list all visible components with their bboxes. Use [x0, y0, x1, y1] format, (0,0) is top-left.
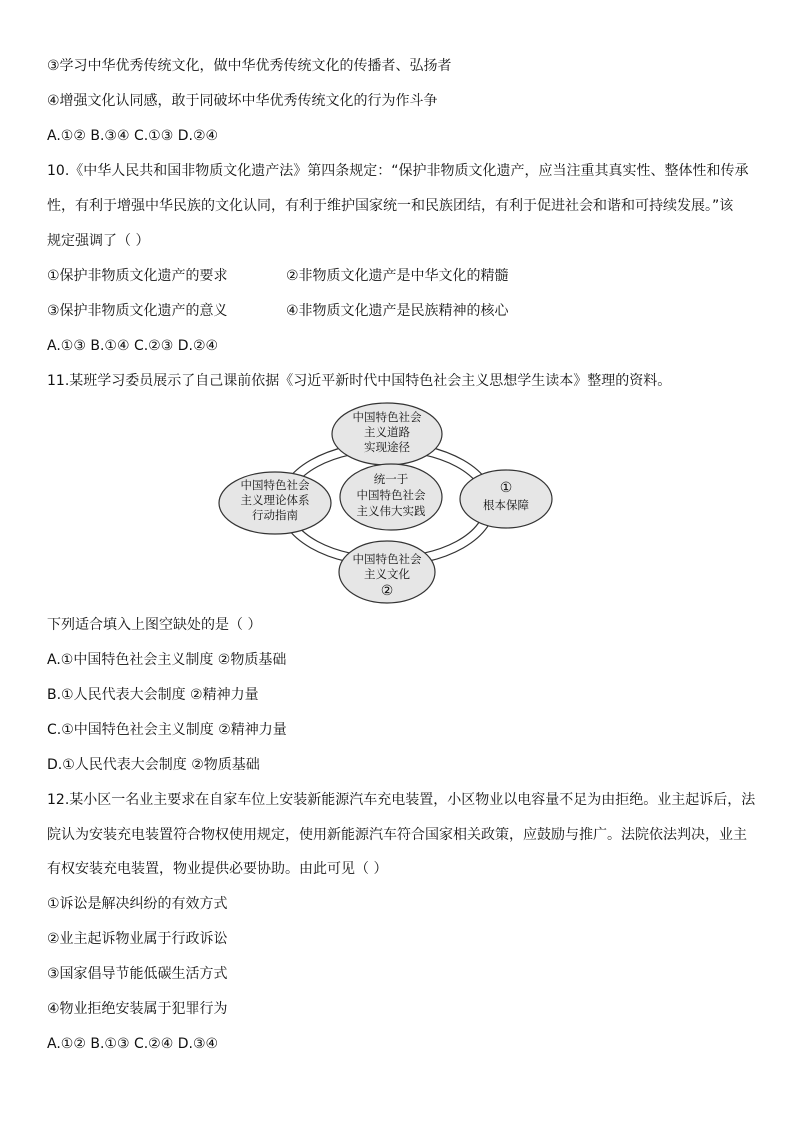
q9-option-3: ③学习中华优秀传统文化，做中华优秀传统文化的传播者、弘扬者	[47, 58, 452, 74]
svg-text:中国特色社会: 中国特色社会	[352, 410, 422, 424]
svg-text:主义道路: 主义道路	[364, 425, 410, 439]
q11-diagram	[215, 400, 555, 605]
q9-option-4: ④增强文化认同感，敢于同破坏中华优秀传统文化的行为作斗争	[47, 93, 438, 109]
svg-text:中国特色社会: 中国特色社会	[240, 478, 310, 492]
q10-stem-line-1: 10.《中华人民共和国非物质文化遗产法》第四条规定：“保护非物质文化遗产，应当注重其真实性、整体性和传承	[47, 163, 749, 179]
diagram-node-left	[219, 472, 331, 534]
diagram-node-bottom	[339, 541, 435, 603]
q12-stem-line-2: 院认为安装充电装置符合物权使用规定，使用新能源汽车符合国家相关政策，应鼓励与推广。法院依法判决，业主	[47, 827, 747, 843]
svg-text:主义伟大实践: 主义伟大实践	[356, 504, 426, 518]
q12-stem-line-1: 12.某小区一名业主要求在自家车位上安装新能源汽车充电装置，小区物业以电容量不足为由拒绝。业主起诉后，法	[47, 792, 756, 808]
q11-stem: 11.某班学习委员展示了自己课前依据《习近平新时代中国特色社会主义思想学生读本》整理的资料。	[47, 373, 672, 389]
q10-option-1: ①保护非物质文化遗产的要求	[47, 268, 228, 284]
q11-option-d: D.①人民代表大会制度 ②物质基础	[47, 757, 260, 773]
svg-text:主义文化: 主义文化	[364, 567, 410, 581]
q11-option-a: A.①中国特色社会主义制度 ②物质基础	[47, 652, 287, 668]
q11-question: 下列适合填入上图空缺处的是（ ）	[47, 617, 262, 633]
q9-answer-choices: A.①② B.③④ C.①③ D.②④	[47, 128, 219, 144]
diagram-node-right	[460, 470, 552, 528]
diagram-node-center	[340, 464, 442, 530]
q10-option-3: ③保护非物质文化遗产的意义	[47, 303, 228, 319]
q11-option-c: C.①中国特色社会主义制度 ②精神力量	[47, 722, 287, 738]
q10-stem-line-3: 规定强调了（ ）	[47, 233, 150, 249]
svg-text:根本保障: 根本保障	[483, 498, 529, 512]
q10-stem-line-2: 性，有利于增强中华民族的文化认同，有利于维护国家统一和民族团结，有利于促进社会和谐和可持续发展。”该	[47, 198, 734, 214]
svg-text:中国特色社会: 中国特色社会	[356, 488, 426, 502]
q12-option-4: ④物业拒绝安装属于犯罪行为	[47, 1001, 228, 1017]
q10-option-2: ②非物质文化遗产是中华文化的精髓	[286, 268, 509, 284]
q12-option-2: ②业主起诉物业属于行政诉讼	[47, 931, 228, 947]
svg-text:①: ①	[499, 480, 513, 496]
svg-text:统一于: 统一于	[373, 472, 409, 486]
q12-stem-line-3: 有权安装充电装置，物业提供必要协助。由此可见（ ）	[47, 861, 388, 877]
svg-text:行动指南: 行动指南	[252, 508, 298, 522]
svg-text:实现途径: 实现途径	[364, 440, 410, 454]
q10-option-4: ④非物质文化遗产是民族精神的核心	[286, 303, 509, 319]
diagram-node-top	[332, 403, 442, 465]
svg-text:②: ②	[380, 583, 394, 599]
q12-answer-choices: A.①② B.①③ C.②④ D.③④	[47, 1036, 219, 1052]
svg-text:中国特色社会: 中国特色社会	[352, 552, 422, 566]
q11-option-b: B.①人民代表大会制度 ②精神力量	[47, 687, 259, 703]
svg-text:主义理论体系: 主义理论体系	[240, 493, 310, 507]
q12-option-3: ③国家倡导节能低碳生活方式	[47, 966, 228, 982]
q10-answer-choices: A.①③ B.①④ C.②③ D.②④	[47, 338, 219, 354]
q12-option-1: ①诉讼是解决纠纷的有效方式	[47, 896, 228, 912]
